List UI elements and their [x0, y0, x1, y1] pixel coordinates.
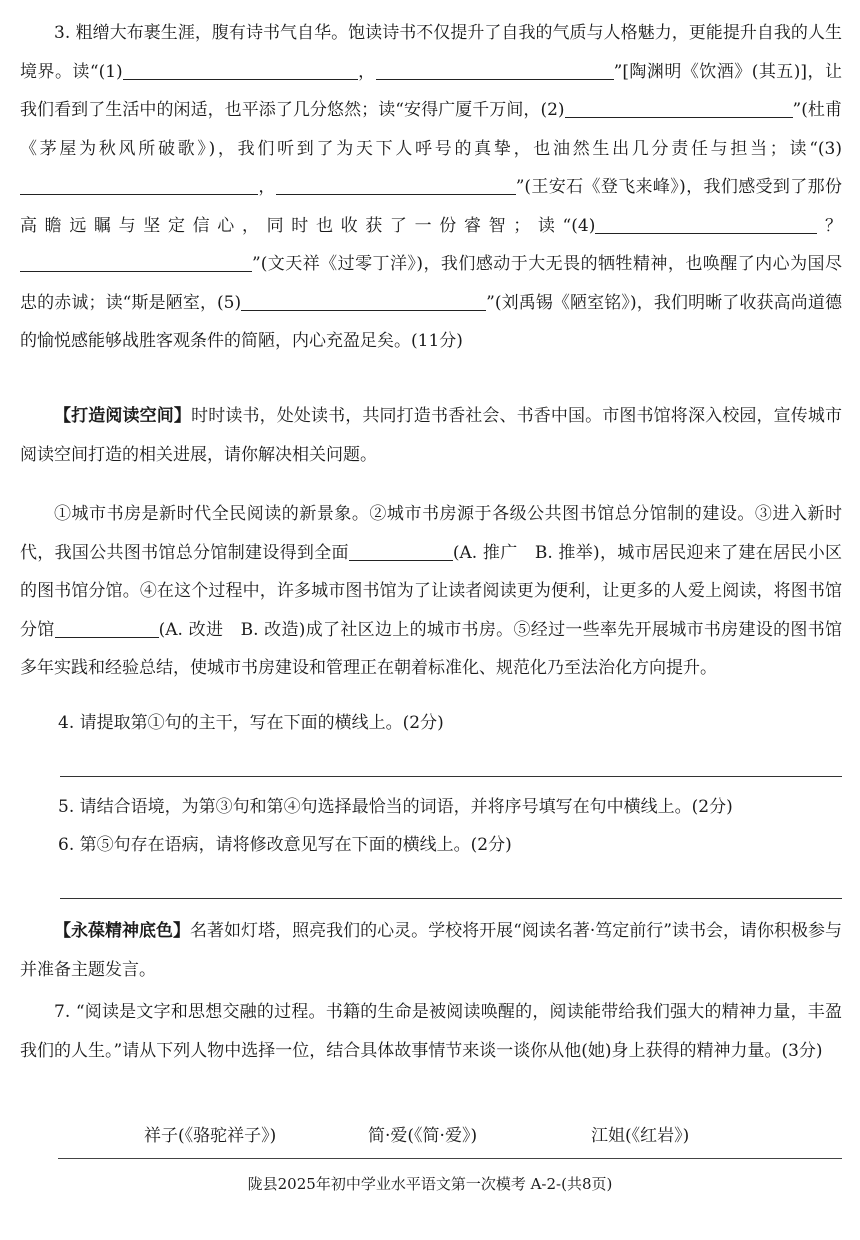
q3-text-5: ，	[258, 177, 276, 197]
choice-jiang-jie: 江姐(《红岩》)	[591, 1126, 690, 1146]
blank-2b[interactable]	[635, 100, 793, 118]
answer-line-q4[interactable]	[60, 776, 842, 777]
q3-text-1: 3. 粗缯大布裹生涯，腹有诗书气自华。饱读诗书不仅提升了自我的气质与人格魅力，更能提升自我的人生境界。读“(1)	[20, 23, 842, 82]
q3-text-3: ”[陶渊明《饮酒》(其五)]，让我们看到了生活中的闲适，也平添了几分悠然；读“安得广厦千万间，(2)	[20, 61, 842, 120]
q3-text-7: ？	[817, 215, 842, 236]
blank-1a[interactable]	[123, 62, 358, 80]
q3-text-4: ”(杜甫《茅屋为秋风所破歌》)，我们听到了为天下人呼号的真挚，也油然生出几分责任与担当；读“(3)	[20, 100, 842, 159]
question-6: 6. 第⑤句存在语病，请将修改意见写在下面的横线上。(2分)	[58, 835, 512, 855]
section-reading-space	[20, 397, 842, 474]
section-title-reading-space: 【打造阅读空间】	[54, 406, 192, 426]
question-7: 7. “阅读是文字和思想交融的过程。书籍的生命是被阅读唤醒的，阅读能带给我们强大的精神力量，丰盈我们的人生。”请从下列人物中选择一位，结合具体故事情节来谈一谈你从他(她)身上获得的精神力量。(3分)	[20, 1002, 842, 1061]
blank-4a[interactable]	[595, 216, 725, 234]
answer-line-q6[interactable]	[60, 898, 842, 899]
section-spirit	[20, 912, 842, 989]
blank-4b[interactable]	[725, 216, 817, 234]
q3-text-2: ，	[357, 61, 376, 82]
question-4: 4. 请提取第①句的主干，写在下面的横线上。(2分)	[58, 713, 444, 733]
reading-passage	[20, 495, 842, 688]
q3-text-9: ”(刘禹锡《陋室铭》)，我们明晰了收获高尚道德的愉悦感能够战胜客观条件的简陋，内心充盈足矣。(11分)	[20, 292, 842, 351]
blank-word-choice-4[interactable]	[55, 620, 159, 638]
section-intro-reading-space: 时时读书，处处读书，共同打造书香社会、书香中国。市图书馆将深入校园，宣传城市阅读空间打造的相关进展，请你解决相关问题。	[20, 406, 843, 465]
section-intro-spirit: 名著如灯塔，照亮我们的心灵。学校将开展“阅读名著·笃定前行”读书会，请你积极参与并准备主题发言。	[20, 921, 842, 980]
blank-2a[interactable]	[565, 100, 635, 118]
q3-text-6: ”(王安石《登飞来峰》)，我们感受到了那份高瞻远瞩与坚定信心，同时也收获了一份睿智；读“(4)	[20, 177, 842, 236]
blank-1b[interactable]	[376, 62, 614, 80]
blank-word-choice-3[interactable]	[349, 543, 453, 561]
question-5: 5. 请结合语境，为第③句和第④句选择最恰当的词语，并将序号填写在句中横线上。(2分)	[58, 797, 733, 817]
blank-5[interactable]	[241, 293, 486, 311]
passage-text-3: (A. 改进 B. 改造)成了社区边上的城市书房。⑤经过一些率先开展城市书房建设的图书馆多年实践和经验总结，使城市书房建设和管理正在朝着标准化、规范化乃至法治化方向提升。	[20, 619, 842, 678]
passage-text-2: (A. 推广 B. 推举)，城市居民迎来了建在居民小区的图书馆分馆。④在这个过程中，许多城市图书馆为了让读者阅读更为便利，让更多的人爱上阅读，将图书馆分馆	[20, 542, 843, 640]
question-3	[20, 14, 842, 361]
passage-text-1: ①城市书房是新时代全民阅读的新景象。②城市书房源于各级公共图书馆总分馆制的建设。③进入新时代，我国公共图书馆总分馆制建设得到全面	[20, 504, 842, 563]
choice-jane-eyre: 简·爱(《简·爱》)	[368, 1126, 478, 1146]
blank-3b[interactable]	[276, 177, 516, 195]
blank-4c[interactable]	[20, 254, 252, 272]
page-footer: 陇县2025年初中学业水平语文第一次模考 A-2-(共8页)	[247, 1175, 613, 1193]
choice-xiangzi: 祥子(《骆驼祥子》)	[144, 1126, 277, 1146]
footer-divider	[58, 1158, 842, 1159]
q3-text-8: ”(文天祥《过零丁洋》)，我们感动于大无畏的牺牲精神，也唤醒了内心为国尽忠的赤诚；读“斯是陋室，(5)	[20, 254, 842, 313]
section-title-spirit: 【永葆精神底色】	[54, 921, 191, 941]
blank-3a[interactable]	[20, 177, 258, 195]
